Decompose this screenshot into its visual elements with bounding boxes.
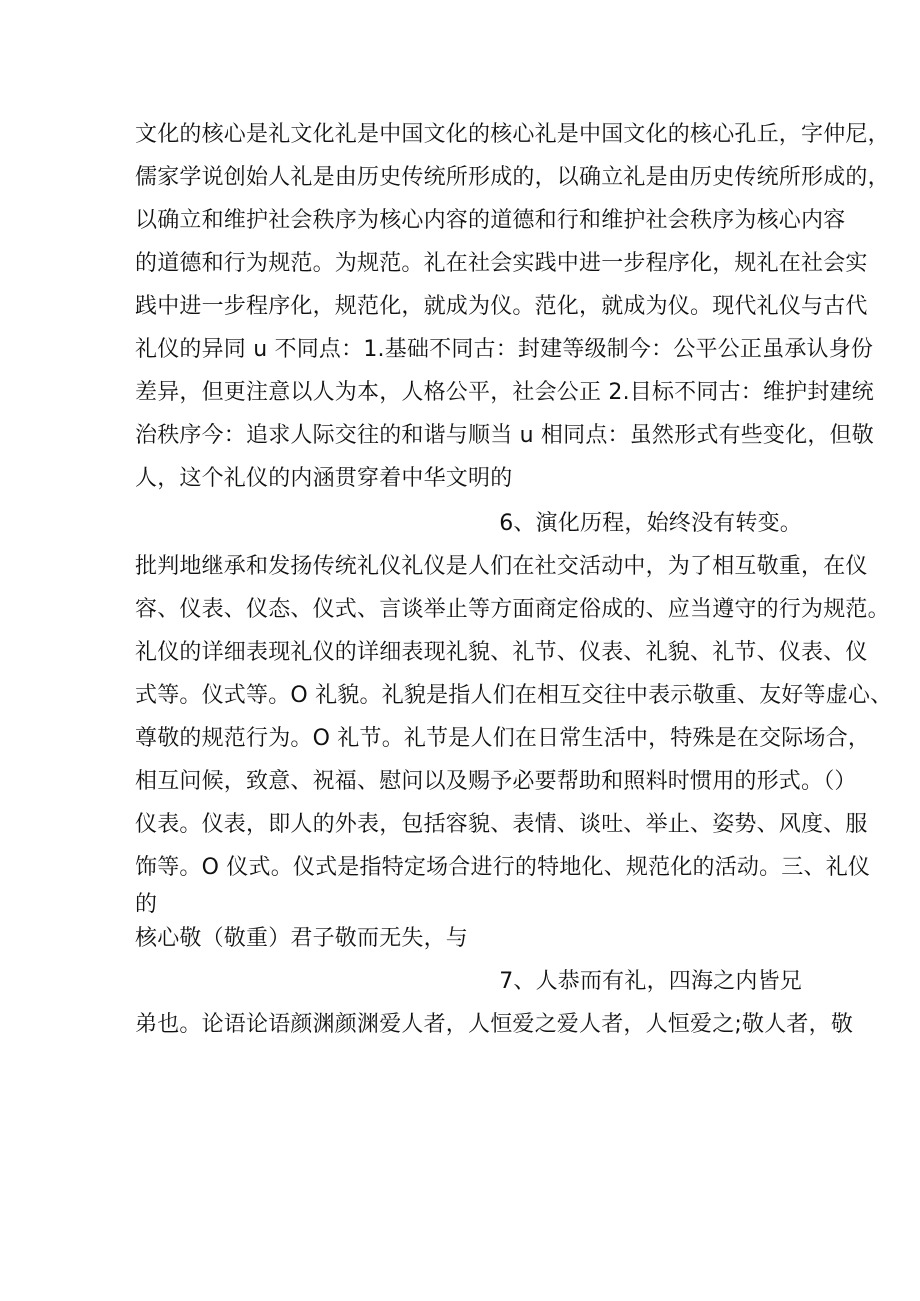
section-heading-7: 7、人恭而有礼，四海之内皆兄 [499,969,802,994]
text-line: 人，这个礼仪的内涵贯穿着中华文明的 [135,466,513,491]
text-line: 饰等。O 仪式。仪式是指特定场合进行的特地化、规范化的活动。三、礼仪 [135,855,871,880]
text-line: 尊敬的规范行为。O 礼节。礼节是人们在日常生活中，特殊是在交际场合， [135,726,871,751]
section-heading-6: 6、演化历程，始终没有转变。 [499,511,802,536]
text-line: 批判地继承和发扬传统礼仪礼仪是人们在社交活动中，为了相互敬重，在仪 [135,554,868,579]
text-line: 核心敬（敬重）君子敬而无失，与 [135,926,469,951]
text-line: 弟也。论语论语颜渊颜渊爱人者，人恒爱之爱人者，人恒爱之;敬人者，敬 [135,1012,854,1037]
text-line: 容、仪表、仪态、仪式、言谈举止等方面商定俗成的、应当遵守的行为规范。 [135,597,890,622]
text-line: 践中进一步程序化，规范化，就成为仪。范化，就成为仪。现代礼仪与古代 [135,294,868,319]
text-line: 的 [135,892,158,917]
text-line: 仪表。仪表，即人的外表，包括容貌、表情、谈吐、举止、姿势、风度、服 [135,812,868,837]
text-line: 式等。仪式等。O 礼貌。礼貌是指人们在相互交往中表示敬重、友好等虚心、 [135,683,893,708]
text-line: 礼仪的详细表现礼仪的详细表现礼貌、礼节、仪表、礼貌、礼节、仪表、仪 [135,640,868,665]
text-line: 文化的核心是礼文化礼是中国文化的核心礼是中国文化的核心孔丘，字仲尼， [135,122,890,147]
text-line: 相互问候，致意、祝福、慰问以及赐予必要帮助和照料时惯用的形式。（） [135,769,857,794]
text-line: 以确立和维护社会秩序为核心内容的道德和行和维护社会秩序为核心内容 [135,208,846,233]
text-line: 差异，但更注意以人为本，人格公平，社会公正 2.目标不同古：维护封建统 [135,380,874,405]
text-line: 礼仪的异同 u 不同点：1.基础不同古：封建等级制今：公平公正虽承认身份 [135,337,874,362]
text-line: 儒家学说创始人礼是由历史传统所形成的，以确立礼是由历史传统所形成的， [135,165,890,190]
text-line: 治秩序今：追求人际交往的和谐与顺当 u 相同点：虽然形式有些变化，但敬 [135,423,874,448]
text-line: 的道德和行为规范。为规范。礼在社会实践中进一步程序化，规礼在社会实 [135,251,868,276]
